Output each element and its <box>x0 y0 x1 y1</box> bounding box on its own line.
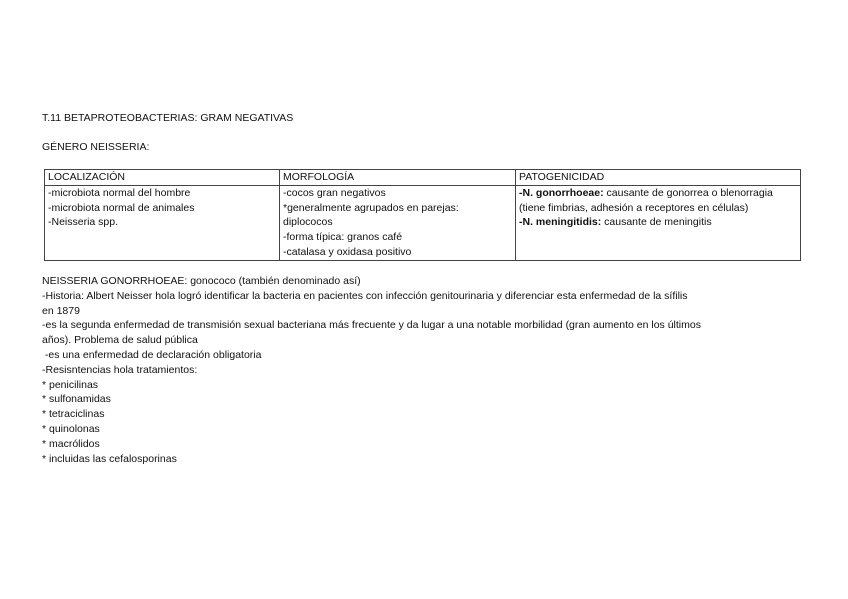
notes-line: -Historia: Albert Neisser hola logró identificar la bacteria en pacientes con infección genitourinaria y diferenciar esta enfermedad de la sífilis <box>42 289 688 302</box>
list-item: -catalasa y oxidasa positivo <box>283 245 412 258</box>
list-item: * tetraciclinas <box>42 408 105 421</box>
section-heading: GÉNERO NEISSERIA: <box>42 141 150 153</box>
notes-line: en 1879 <box>42 304 80 317</box>
list-item: -microbiota normal del hombre <box>48 186 191 199</box>
list-item: diplococos <box>283 216 333 229</box>
list-item: * quinolonas <box>42 422 100 435</box>
notes-line: -es una enfermedad de declaración obligatoria <box>42 348 262 361</box>
list-item: -forma típica: granos café <box>283 231 403 244</box>
neisseria-table <box>44 169 801 261</box>
pathogen-gonorrhoeae: -N. gonorrhoeae: causante de gonorrea o blenorragia (tiene fimbrias, adhesión a receptores en células) <box>519 186 773 214</box>
list-item: * penicilinas <box>42 378 99 391</box>
list-item: * incluidas las cefalosporinas <box>42 452 177 465</box>
list-item: * macrólidos <box>42 437 100 450</box>
table-header-row <box>45 170 801 186</box>
list-item: -microbiota normal de animales <box>48 201 195 214</box>
pathogen-meningitidis: -N. meningitidis: causante de meningitis <box>519 216 712 229</box>
notes-line: -es la segunda enfermedad de transmisión sexual bacteriana más frecuente y da lugar a una notable morbilidad (gran aumento en los últimos <box>42 319 701 332</box>
page-title: T.11 BETAPROTEOBACTERIAS: GRAM NEGATIVAS <box>42 112 294 124</box>
list-item: -cocos gran negativos <box>283 186 386 199</box>
notes-line: -Resisntencias hola tratamientos: <box>42 363 198 376</box>
cell-patogenicidad <box>516 185 801 260</box>
list-item: -Neisseria spp. <box>48 216 119 229</box>
cell-morfologia <box>280 185 516 260</box>
header-morfologia: MORFOLOGÍA <box>280 170 516 186</box>
header-localizacion: LOCALIZACIÓN <box>45 170 280 186</box>
gonorrhoeae-notes <box>42 274 782 466</box>
notes-line: NEISSERIA GONORRHOEAE: gonococo (también denominado así) <box>42 275 361 287</box>
notes-line: años). Problema de salud pública <box>42 334 198 347</box>
list-item: * sulfonamidas <box>42 393 111 406</box>
header-patogenicidad: PATOGENICIDAD <box>516 170 801 186</box>
table-row <box>45 185 801 260</box>
list-item: *generalmente agrupados en parejas: <box>283 201 459 214</box>
cell-localizacion <box>45 185 280 260</box>
